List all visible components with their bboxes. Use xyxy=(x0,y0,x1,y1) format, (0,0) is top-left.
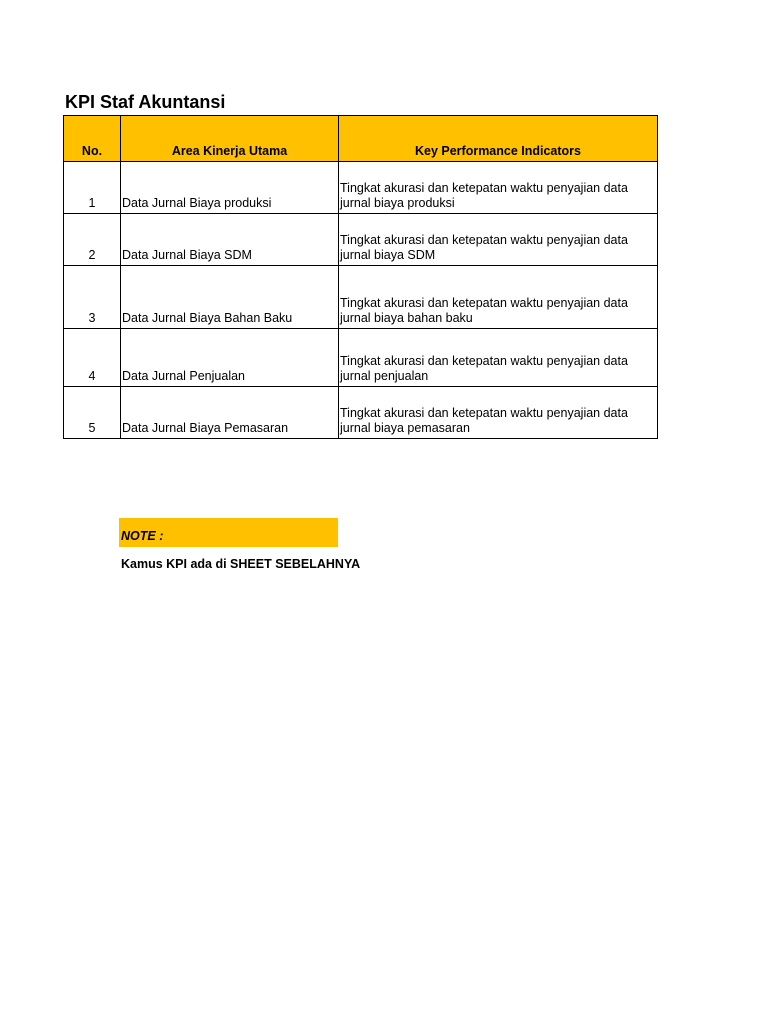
table-row xyxy=(64,387,658,439)
table-row xyxy=(64,162,658,214)
row-area: Data Jurnal Biaya Bahan Baku xyxy=(121,266,339,329)
header-kpi: Key Performance Indicators xyxy=(339,116,658,162)
note-text: Kamus KPI ada di SHEET SEBELAHNYA xyxy=(121,557,361,571)
row-no: 2 xyxy=(64,214,121,266)
row-no: 1 xyxy=(64,162,121,214)
table-row xyxy=(64,214,658,266)
row-no: 3 xyxy=(64,266,121,329)
row-no: 5 xyxy=(64,387,121,439)
row-area: Data Jurnal Penjualan xyxy=(121,329,339,387)
row-no: 4 xyxy=(64,329,121,387)
page-title: KPI Staf Akuntansi xyxy=(65,92,226,112)
row-area: Data Jurnal Biaya Pemasaran xyxy=(121,387,339,439)
table-row xyxy=(64,266,658,329)
kpi-table xyxy=(63,115,658,439)
table-header-row xyxy=(64,116,658,162)
table-row xyxy=(64,329,658,387)
row-kpi: Tingkat akurasi dan ketepatan waktu penyajian data jurnal biaya pemasaran xyxy=(339,387,658,439)
note-label: NOTE : xyxy=(121,529,164,543)
note-label-box xyxy=(119,518,338,547)
row-kpi: Tingkat akurasi dan ketepatan waktu penyajian data jurnal biaya bahan baku xyxy=(339,266,658,329)
header-area: Area Kinerja Utama xyxy=(121,116,339,162)
header-no: No. xyxy=(64,116,121,162)
row-kpi: Tingkat akurasi dan ketepatan waktu penyajian data jurnal biaya produksi xyxy=(339,162,658,214)
row-kpi: Tingkat akurasi dan ketepatan waktu penyajian data jurnal penjualan xyxy=(339,329,658,387)
row-area: Data Jurnal Biaya SDM xyxy=(121,214,339,266)
row-kpi: Tingkat akurasi dan ketepatan waktu penyajian data jurnal biaya SDM xyxy=(339,214,658,266)
row-area: Data Jurnal Biaya produksi xyxy=(121,162,339,214)
